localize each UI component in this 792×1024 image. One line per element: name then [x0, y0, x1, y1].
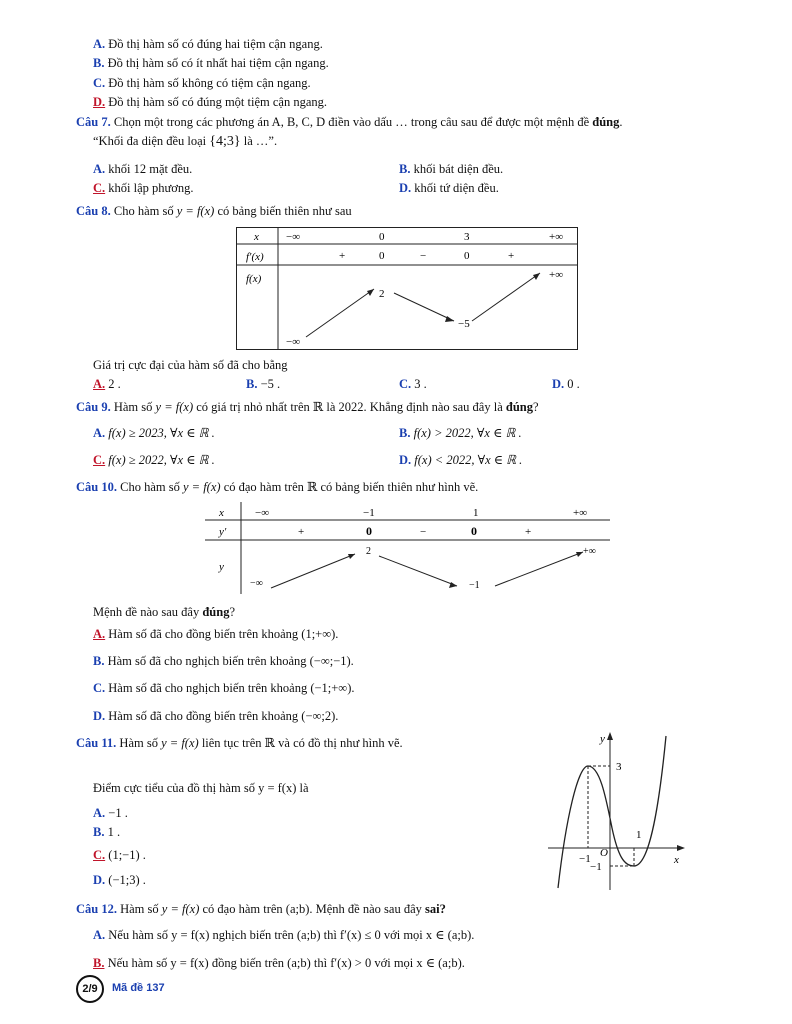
q10-stem: Câu 10. Cho hàm số y = f(x) có đạo hàm trên ℝ có bảng biến thiên như hình vẽ. [76, 480, 479, 494]
q8-x-val-2: 3 [464, 231, 470, 243]
q7-quote: “Khối đa diện đều loại {4;3} là …”. [93, 134, 278, 149]
q6-option-b: B. Đồ thị hàm số có ít nhất hai tiệm cận ngang. [93, 56, 329, 70]
q9-option-b: B. f(x) > 2022, ∀x ∈ ℝ . [399, 426, 522, 440]
q10-sign-0: + [298, 526, 305, 538]
q11-option-c: C. (1;−1) . [93, 848, 146, 862]
q8-option-c: C. 3 . [399, 377, 427, 391]
q10-option-c: C. Hàm số đã cho nghịch biến trên khoảng (−1;+∞). [93, 681, 355, 695]
q10-y-header: y [219, 561, 224, 573]
q8-f-header: f(x) [246, 273, 262, 285]
q10-sign-2: − [420, 526, 427, 538]
q8-question: Giá trị cực đại của hàm số đã cho bằng [93, 358, 288, 372]
q8-stem: Câu 8. Cho hàm số y = f(x) có bảng biến thiên như sau [76, 204, 352, 218]
q10-sign-1: 0 [366, 524, 372, 538]
q10-sign-3: 0 [471, 524, 477, 538]
q12-option-a: A. Nếu hàm số y = f(x) nghịch biến trên (a;b) thì f′(x) ≤ 0 với mọi x ∈ (a;b). [93, 928, 475, 942]
q11-question: Điểm cực tiểu của đồ thị hàm số y = f(x) là [93, 781, 309, 795]
q8-x-val-3: +∞ [549, 231, 564, 243]
q9-option-d: D. f(x) < 2022, ∀x ∈ ℝ . [399, 453, 523, 467]
q8-sign-4: + [508, 250, 515, 262]
q7-stem: Câu 7. Chọn một trong các phương án A, B, C, D điền vào dấu … trong câu sau để được một mệnh đề đúng. [76, 115, 623, 129]
q9-stem: Câu 9. Hàm số y = f(x) có giá trị nhỏ nhất trên ℝ là 2022. Khẳng định nào sau đây là đúng? [76, 400, 539, 414]
q10-x-val-3: +∞ [573, 507, 588, 519]
q11-tick-minus1-x: −1 [579, 853, 591, 865]
q7-option-a: A. khối 12 mặt đều. [93, 162, 193, 176]
q6-option-d: D. Đồ thị hàm số có đúng một tiệm cận ngang. [93, 95, 327, 109]
q10-x-val-0: −∞ [255, 507, 270, 519]
q10-y-val-0: −∞ [250, 578, 263, 589]
q10-x-header: x [219, 507, 224, 519]
q11-function-graph [548, 728, 688, 893]
q11-stem: Câu 11. Hàm số y = f(x) liên tục trên ℝ và có đồ thị như hình vẽ. [76, 736, 403, 750]
q11-tick-minus1-y: −1 [590, 861, 602, 873]
q8-variation-table [236, 227, 578, 350]
q11-option-d: D. (−1;3) . [93, 873, 146, 887]
q7-option-c: C. khối lập phương. [93, 181, 194, 195]
q10-question: Mệnh đề nào sau đây đúng? [93, 605, 236, 619]
q8-option-d: D. 0 . [552, 377, 580, 391]
q10-option-a: A. Hàm số đã cho đồng biến trên khoảng (1;+∞). [93, 627, 339, 641]
q8-sign-3: 0 [464, 250, 470, 262]
q11-tick-1: 1 [636, 829, 642, 841]
q11-x-axis-label: x [674, 854, 679, 866]
q8-f-val-1: 2 [379, 288, 385, 300]
q9-option-a: A. f(x) ≥ 2023, ∀x ∈ ℝ . [93, 426, 215, 440]
q8-x-val-0: −∞ [286, 231, 301, 243]
q8-option-b: B. −5 . [246, 377, 281, 391]
q8-option-a: A. 2 . [93, 377, 121, 391]
q10-yp-header: y′ [219, 526, 227, 538]
q12-stem: Câu 12. Hàm số y = f(x) có đạo hàm trên (a;b). Mệnh đề nào sau đây sai? [76, 902, 446, 916]
q10-option-d: D. Hàm số đã cho đồng biến trên khoảng (−∞;2). [93, 709, 339, 723]
q6-option-c: C. Đồ thị hàm số không có tiệm cận ngang. [93, 76, 311, 90]
q10-y-val-1: 2 [366, 546, 371, 557]
q8-sign-1: 0 [379, 250, 385, 262]
q10-x-val-2: 1 [473, 507, 479, 519]
q11-y-axis-label: y [600, 733, 605, 745]
q11-tick-3: 3 [616, 761, 622, 773]
q8-f-val-0: −∞ [286, 336, 301, 348]
q8-sign-2: − [420, 250, 427, 262]
q10-sign-4: + [525, 526, 532, 538]
q8-f-val-3: +∞ [549, 269, 564, 281]
q10-option-b: B. Hàm số đã cho nghịch biến trên khoảng (−∞;−1). [93, 654, 354, 668]
q10-x-val-1: −1 [363, 507, 375, 519]
q8-x-header: x [254, 231, 259, 243]
q9-option-c: C. f(x) ≥ 2022, ∀x ∈ ℝ . [93, 453, 215, 467]
q11-option-b: B. 1 . [93, 825, 121, 839]
q8-sign-0: + [339, 250, 346, 262]
q8-fp-header: f′(x) [246, 251, 264, 263]
q10-y-val-3: +∞ [583, 546, 596, 557]
q7-option-d: D. khối tứ diện đều. [399, 181, 499, 195]
q8-x-val-1: 0 [379, 231, 385, 243]
q7-option-b: B. khối bát diện đều. [399, 162, 504, 176]
q10-y-val-2: −1 [469, 580, 480, 591]
q10-variation-table [205, 502, 610, 594]
q12-option-b: B. Nếu hàm số y = f(x) đồng biến trên (a;b) thì f′(x) > 0 với mọi x ∈ (a;b). [93, 956, 465, 970]
exam-code: Mã đề 137 [112, 982, 165, 994]
q11-origin: O [600, 847, 608, 859]
q11-option-a: A. −1 . [93, 806, 128, 820]
page-number-badge: 2/9 [76, 975, 104, 1003]
q6-option-a: A. Đồ thị hàm số có đúng hai tiệm cận ngang. [93, 37, 323, 51]
q8-f-val-2: −5 [458, 318, 470, 330]
